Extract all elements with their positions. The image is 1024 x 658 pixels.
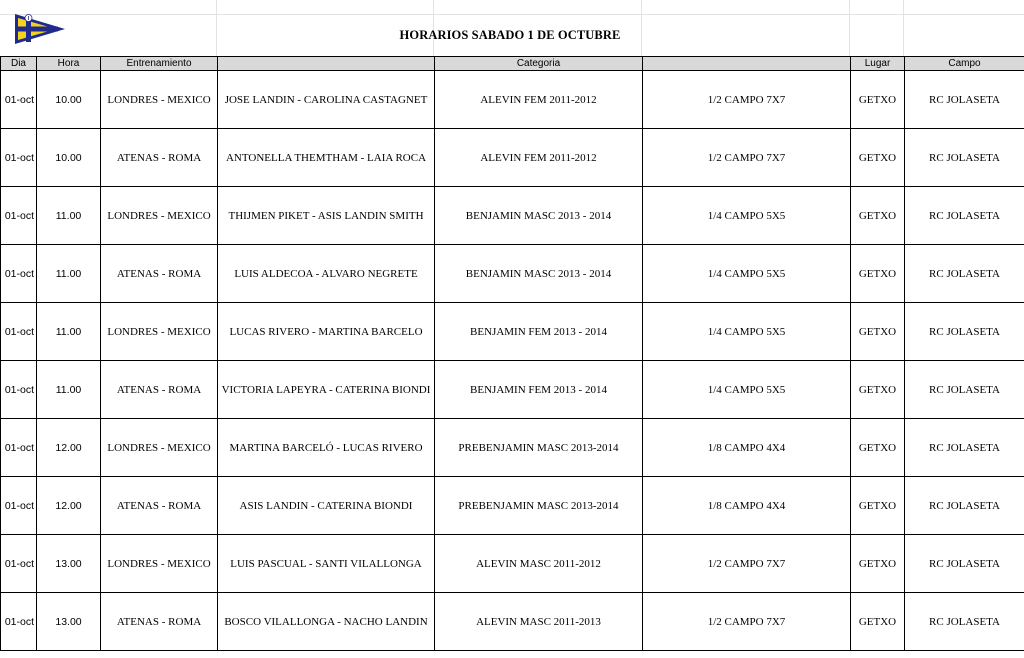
cell-hora: 11.00 bbox=[37, 303, 101, 361]
page-title-text: HORARIOS SABADO 1 DE OCTUBRE bbox=[399, 28, 621, 42]
cell-entrenamiento: LONDRES - MEXICO bbox=[101, 71, 218, 129]
table-row bbox=[1, 361, 1024, 419]
cell-entrenadores: ASIS LANDIN - CATERINA BIONDI bbox=[218, 477, 435, 535]
cell-categoria: ALEVIN FEM 2011-2012 bbox=[435, 129, 643, 187]
cell-formato: 1/4 CAMPO 5X5 bbox=[643, 361, 851, 419]
cell-entrenamiento: ATENAS - ROMA bbox=[101, 477, 218, 535]
table-row bbox=[1, 71, 1024, 129]
cell-formato: 1/4 CAMPO 5X5 bbox=[643, 187, 851, 245]
cell-formato: 1/8 CAMPO 4X4 bbox=[643, 419, 851, 477]
cell-categoria: PREBENJAMIN MASC 2013-2014 bbox=[435, 419, 643, 477]
cell-categoria: PREBENJAMIN MASC 2013-2014 bbox=[435, 477, 643, 535]
column-header-campo: Campo bbox=[905, 57, 1024, 71]
cell-categoria: BENJAMIN FEM 2013 - 2014 bbox=[435, 303, 643, 361]
table-row bbox=[1, 303, 1024, 361]
cell-entrenamiento: ATENAS - ROMA bbox=[101, 245, 218, 303]
cell-formato: 1/4 CAMPO 5X5 bbox=[643, 303, 851, 361]
table-header-row bbox=[1, 57, 1024, 71]
cell-formato: 1/2 CAMPO 7X7 bbox=[643, 593, 851, 651]
cell-categoria: ALEVIN FEM 2011-2012 bbox=[435, 71, 643, 129]
cell-campo: RC JOLASETA bbox=[905, 71, 1024, 129]
cell-hora: 10.00 bbox=[37, 129, 101, 187]
column-header-categoria: Categoria bbox=[435, 57, 643, 71]
gridline bbox=[0, 14, 1024, 15]
cell-entrenadores: ANTONELLA THEMTHAM - LAIA ROCA bbox=[218, 129, 435, 187]
cell-entrenadores: LUIS PASCUAL - SANTI VILALLONGA bbox=[218, 535, 435, 593]
cell-dia: 01-oct bbox=[1, 71, 37, 129]
cell-campo: RC JOLASETA bbox=[905, 245, 1024, 303]
cell-campo: RC JOLASETA bbox=[905, 303, 1024, 361]
schedule-table bbox=[0, 56, 1024, 651]
table-row bbox=[1, 477, 1024, 535]
column-header-entrenadores bbox=[218, 57, 435, 71]
cell-hora: 12.00 bbox=[37, 419, 101, 477]
cell-lugar: GETXO bbox=[851, 535, 905, 593]
cell-lugar: GETXO bbox=[851, 477, 905, 535]
cell-entrenamiento: LONDRES - MEXICO bbox=[101, 535, 218, 593]
cell-campo: RC JOLASETA bbox=[905, 187, 1024, 245]
cell-hora: 10.00 bbox=[37, 71, 101, 129]
cell-dia: 01-oct bbox=[1, 535, 37, 593]
cell-categoria: ALEVIN MASC 2011-2012 bbox=[435, 535, 643, 593]
cell-dia: 01-oct bbox=[1, 419, 37, 477]
cell-dia: 01-oct bbox=[1, 187, 37, 245]
cell-categoria: ALEVIN MASC 2011-2013 bbox=[435, 593, 643, 651]
cell-entrenamiento: ATENAS - ROMA bbox=[101, 593, 218, 651]
cell-dia: 01-oct bbox=[1, 303, 37, 361]
cell-lugar: GETXO bbox=[851, 361, 905, 419]
cell-lugar: GETXO bbox=[851, 593, 905, 651]
cell-dia: 01-oct bbox=[1, 245, 37, 303]
cell-formato: 1/2 CAMPO 7X7 bbox=[643, 535, 851, 593]
cell-dia: 01-oct bbox=[1, 477, 37, 535]
cell-entrenadores: LUIS ALDECOA - ALVARO NEGRETE bbox=[218, 245, 435, 303]
cell-formato: 1/2 CAMPO 7X7 bbox=[643, 71, 851, 129]
page-title bbox=[0, 28, 1024, 43]
column-header-lugar: Lugar bbox=[851, 57, 905, 71]
cell-hora: 12.00 bbox=[37, 477, 101, 535]
cell-hora: 11.00 bbox=[37, 361, 101, 419]
column-header-formato bbox=[643, 57, 851, 71]
cell-campo: RC JOLASETA bbox=[905, 593, 1024, 651]
table-row bbox=[1, 593, 1024, 651]
column-header-dia: Dia bbox=[1, 57, 37, 71]
table-row bbox=[1, 535, 1024, 593]
cell-lugar: GETXO bbox=[851, 129, 905, 187]
cell-entrenamiento: ATENAS - ROMA bbox=[101, 361, 218, 419]
cell-entrenadores: JOSE LANDIN - CAROLINA CASTAGNET bbox=[218, 71, 435, 129]
table-row bbox=[1, 187, 1024, 245]
cell-dia: 01-oct bbox=[1, 361, 37, 419]
cell-categoria: BENJAMIN MASC 2013 - 2014 bbox=[435, 187, 643, 245]
cell-campo: RC JOLASETA bbox=[905, 477, 1024, 535]
cell-hora: 13.00 bbox=[37, 593, 101, 651]
column-header-entrenamiento: Entrenamiento bbox=[101, 57, 218, 71]
cell-categoria: BENJAMIN MASC 2013 - 2014 bbox=[435, 245, 643, 303]
table-row bbox=[1, 245, 1024, 303]
column-header-hora: Hora bbox=[37, 57, 101, 71]
cell-lugar: GETXO bbox=[851, 245, 905, 303]
cell-formato: 1/8 CAMPO 4X4 bbox=[643, 477, 851, 535]
cell-entrenamiento: LONDRES - MEXICO bbox=[101, 419, 218, 477]
cell-formato: 1/2 CAMPO 7X7 bbox=[643, 129, 851, 187]
cell-campo: RC JOLASETA bbox=[905, 535, 1024, 593]
cell-dia: 01-oct bbox=[1, 593, 37, 651]
cell-lugar: GETXO bbox=[851, 419, 905, 477]
cell-entrenamiento: LONDRES - MEXICO bbox=[101, 187, 218, 245]
cell-entrenadores: MARTINA BARCELÓ - LUCAS RIVERO bbox=[218, 419, 435, 477]
cell-entrenamiento: ATENAS - ROMA bbox=[101, 129, 218, 187]
cell-lugar: GETXO bbox=[851, 187, 905, 245]
cell-hora: 11.00 bbox=[37, 187, 101, 245]
table-row bbox=[1, 129, 1024, 187]
cell-lugar: GETXO bbox=[851, 71, 905, 129]
table-row bbox=[1, 419, 1024, 477]
cell-categoria: BENJAMIN FEM 2013 - 2014 bbox=[435, 361, 643, 419]
cell-entrenadores: LUCAS RIVERO - MARTINA BARCELO bbox=[218, 303, 435, 361]
cell-lugar: GETXO bbox=[851, 303, 905, 361]
cell-formato: 1/4 CAMPO 5X5 bbox=[643, 245, 851, 303]
cell-entrenadores: THIJMEN PIKET - ASIS LANDIN SMITH bbox=[218, 187, 435, 245]
cell-entrenadores: BOSCO VILALLONGA - NACHO LANDIN bbox=[218, 593, 435, 651]
cell-entrenamiento: LONDRES - MEXICO bbox=[101, 303, 218, 361]
cell-campo: RC JOLASETA bbox=[905, 129, 1024, 187]
cell-campo: RC JOLASETA bbox=[905, 361, 1024, 419]
cell-entrenadores: VICTORIA LAPEYRA - CATERINA BIONDI bbox=[218, 361, 435, 419]
cell-dia: 01-oct bbox=[1, 129, 37, 187]
cell-campo: RC JOLASETA bbox=[905, 419, 1024, 477]
cell-hora: 13.00 bbox=[37, 535, 101, 593]
cell-hora: 11.00 bbox=[37, 245, 101, 303]
